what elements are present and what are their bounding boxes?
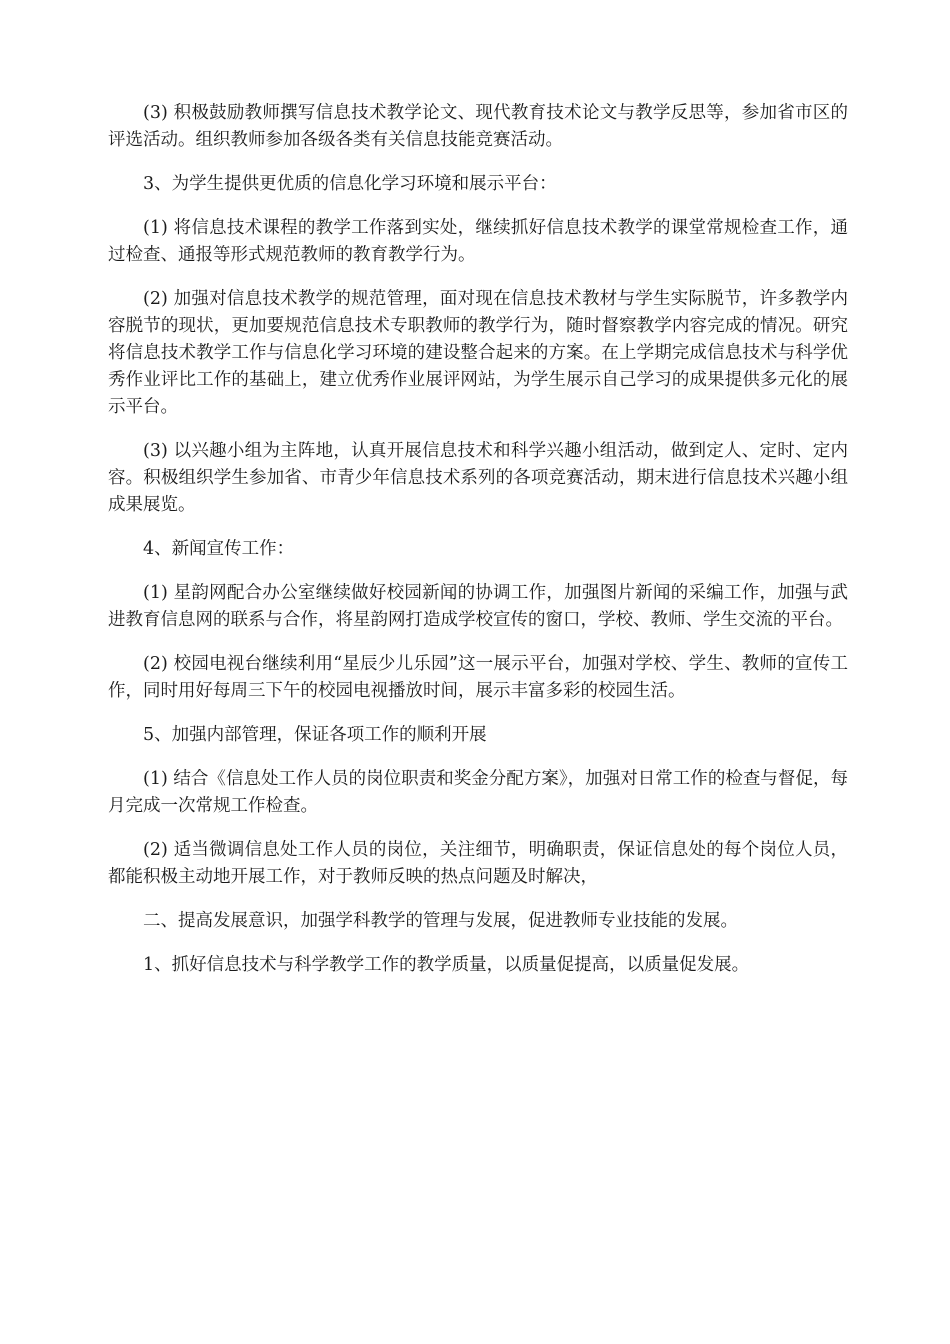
paragraph-11: (2) 适当微调信息处工作人员的岗位，关注细节，明确职责，保证信息处的每个岗位人员，都能积极主动地开展工作，对于教师反映的热点问题及时解决，	[108, 840, 848, 887]
paragraph-1: (3) 积极鼓励教师撰写信息技术教学论文、现代教育技术论文与教学反思等，参加省市区的评选活动。组织教师参加各级各类有关信息技能竞赛活动。	[108, 103, 848, 150]
paragraph-5: (3) 以兴趣小组为主阵地，认真开展信息技术和科学兴趣小组活动，做到定人、定时、定内容。积极组织学生参加省、市青少年信息技术系列的各项竞赛活动，期末进行信息技术兴趣小组成果展览。	[108, 441, 848, 515]
paragraph-4: (2) 加强对信息技术教学的规范管理，面对现在信息技术教材与学生实际脱节，许多教学内容脱节的现状，更加要规范信息技术专职教师的教学行为，随时督察教学内容完成的情况。研究将信息技术教学工作与信息化学习环境的建设整合起来的方案。在上学期完成信息技术与科学优秀作业评比工作的基础上，建立优秀作业展评网站，为学生展示自己学习的成果提供多元化的展示平台。	[108, 289, 848, 417]
paragraph-2: 3、为学生提供更优质的信息化学习环境和展示平台：	[143, 174, 557, 194]
paragraph-10: (1) 结合《信息处工作人员的岗位职责和奖金分配方案》，加强对日常工作的检查与督促，每月完成一次常规工作检查。	[108, 769, 848, 816]
paragraph-7: (1) 星韵网配合办公室继续做好校园新闻的协调工作，加强图片新闻的采编工作，加强与武进教育信息网的联系与合作，将星韵网打造成学校宣传的窗口，学校、教师、学生交流的平台。	[108, 583, 848, 630]
paragraph-9: 5、加强内部管理，保证各项工作的顺利开展	[143, 725, 487, 745]
document-page	[108, 100, 848, 996]
paragraph-8: (2) 校园电视台继续利用“星辰少儿乐园”这一展示平台，加强对学校、学生、教师的宣传工作，同时用好每周三下午的校园电视播放时间，展示丰富多彩的校园生活。	[108, 654, 848, 701]
paragraph-13: 1、抓好信息技术与科学教学工作的教学质量，以质量促提高，以质量促发展。	[143, 955, 750, 975]
paragraph-6: 4、新闻宣传工作：	[143, 539, 295, 559]
paragraph-12: 二、提高发展意识，加强学科教学的管理与发展，促进教师专业技能的发展。	[143, 911, 738, 931]
paragraph-3: (1) 将信息技术课程的教学工作落到实处，继续抓好信息技术教学的课堂常规检查工作，通过检查、通报等形式规范教师的教育教学行为。	[108, 218, 848, 265]
